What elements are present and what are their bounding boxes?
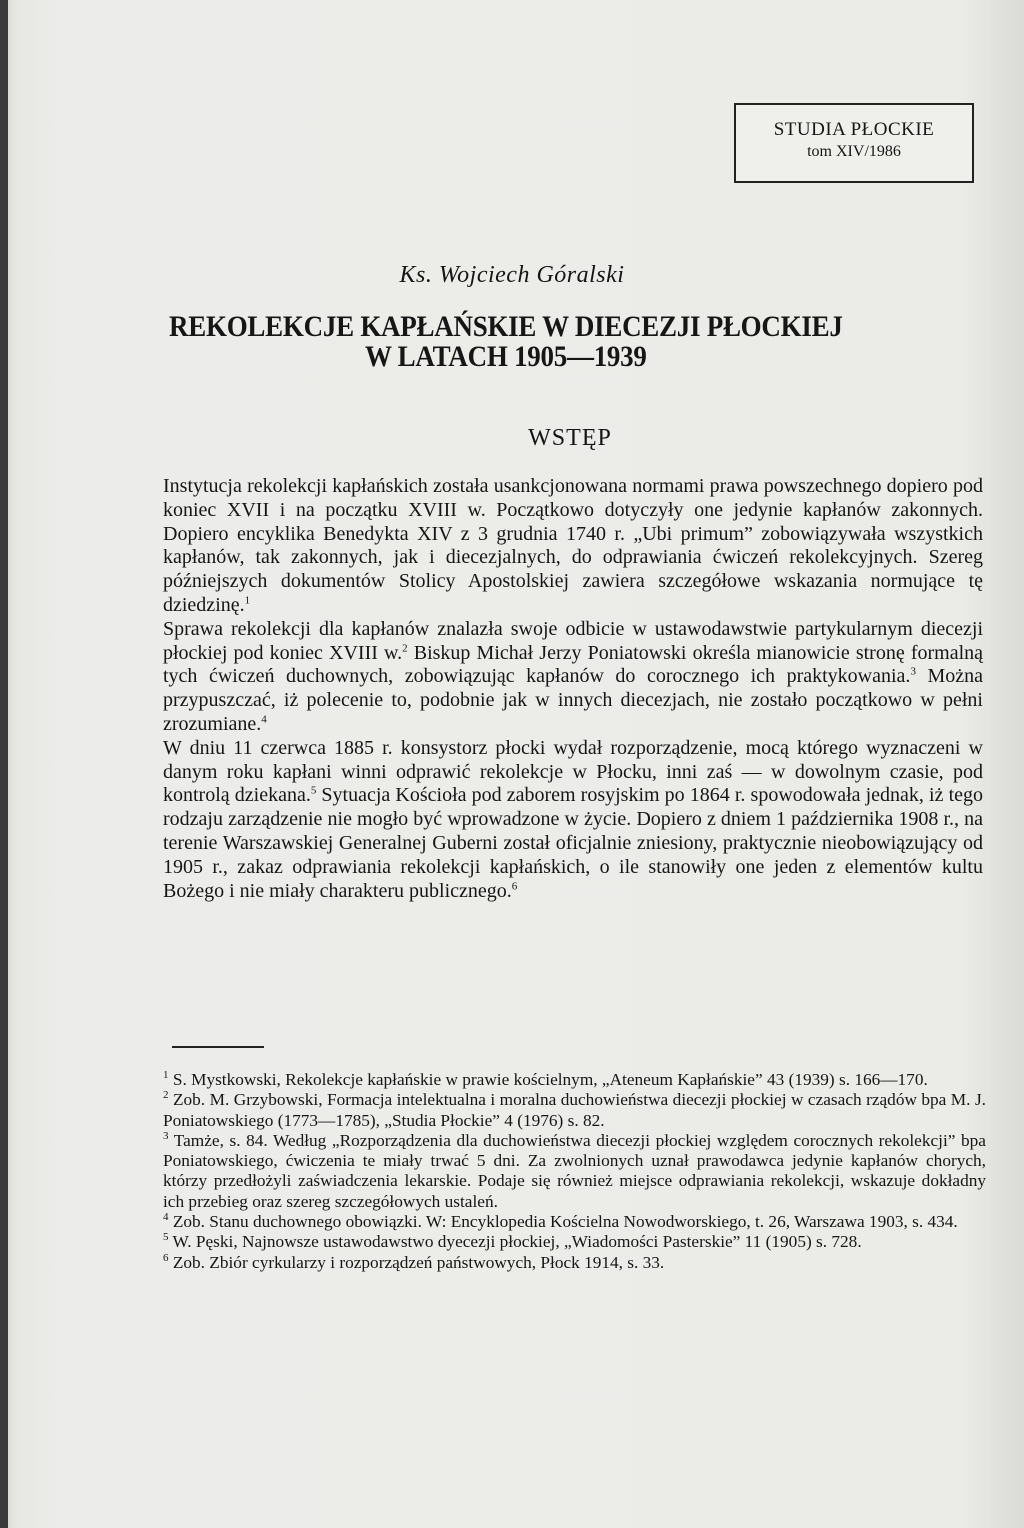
footnote-number: 1 (163, 1069, 169, 1082)
journal-name: STUDIA PŁOCKIE (773, 119, 935, 140)
article-title-line-2: W LATACH 1905—1939 (364, 340, 647, 373)
paragraph-text: W dniu 11 czerwca 1885 r. konsystorz płocki wydał rozporządzenie, mocą którego wyznaczeni w danym roku kapłani winni odprawić rekolekcje w Płocku, inni zaś — w dowolnym czasie, pod kontrolą dziekana. (163, 736, 983, 807)
footnote-ref: 4 (261, 713, 267, 726)
article-author: Ks. Wojciech Góralski (399, 262, 625, 288)
footnote-number: 5 (163, 1231, 169, 1244)
body-paragraph (163, 475, 983, 618)
article-title (0, 312, 1012, 372)
footnote-text: Zob. Stanu duchownego obowiązki. W: Encyklopedia Kościelna Nowodworskiego, t. 26, Warszawa 1903, s. 434. (172, 1212, 958, 1232)
footnote-text: W. Pęski, Najnowsze ustawodawstwo dyecezji płockiej, „Wiadomości Pasterskie” 11 (1905) s. 728. (172, 1232, 862, 1252)
footnote-ref: 3 (910, 665, 916, 678)
body-paragraph (163, 737, 983, 904)
paragraph-text: Instytucja rekolekcji kapłańskich została usankcjonowana normami prawa powszechnego dopiero pod koniec XVII i na początku XVIII w. Początkowo dotyczyły one jedynie kapłanów zakonnych. Dopiero encyklika Benedykta XIV z 3 grudnia 1740 r. „Ubi primum” zobowiązywała wszystkich kapłanów, tak zakonnych, jak i diecezjalnych, do odprawiania ćwiczeń rekolekcyjnych. Szereg późniejszych dokumentów Stolicy Apostolskiej zawiera szczegółowe wskazania normujące tę dziedzinę. (163, 475, 983, 616)
binding-edge (0, 0, 8, 1528)
paragraph-text: Biskup Michał Jerzy Poniatowski określa mianowicie stronę formalną tych ćwiczeń duchownych, zobowiązując kapłanów do corocznego ich praktykowania. (163, 641, 984, 688)
footnote (163, 1070, 986, 1090)
footnote-text: Tamże, s. 84. Według „Rozporządzenia dla duchowieństwa diecezji płockiej względem corocznych rekolekcji” bpa Poniatowskiego, ćwiczenia te miały trwać 5 dni. Za zwolnionych uznał prawodawca jedynie kapłanów chorych, którzy przedłożyli zaświadczenia lekarskie. Podaje się również miejsce odprawiania rekolekcji, wskazuje dokładny ich przebieg oraz szereg szczegółowych ustaleń. (163, 1130, 986, 1211)
footnote-ref: 6 (511, 879, 518, 892)
footnote-ref: 1 (244, 594, 251, 607)
footnotes (163, 1070, 986, 1273)
footnote (163, 1131, 986, 1212)
footnote-ref: 5 (310, 784, 317, 797)
footnote-number: 3 (163, 1130, 169, 1143)
footnote-number: 4 (163, 1211, 169, 1224)
footnote-ref: 2 (402, 641, 408, 654)
journal-volume: tom XIV/1986 (807, 143, 901, 160)
footnote (163, 1212, 986, 1232)
show-through-texture (140, 40, 142, 42)
paragraph-text: Sprawa rekolekcji dla kapłanów znalazła swoje odbicie w ustawodawstwie partykularnym diecezji płockiej pod koniec XVIII w. (163, 617, 983, 664)
article-body (163, 475, 983, 903)
paragraph-text: Można przypuszczać, iż polecenie to, podobnie jak w innych diecezjach, nie zostało początkowo w pełni zrozumiane. (163, 665, 983, 735)
footnote (163, 1253, 986, 1273)
footnote (163, 1090, 986, 1131)
paragraph-text: Sytuacja Kościoła pod zaborem rosyjskim po 1864 r. spowodowała jednak, iż tego rodzaju zarządzenie nie mogło być wprowadzone w życie. Dopiero z dniem 1 października 1908 r., na terenie Warszawskiej Generalnej Guberni został oficjalnie zniesiony, praktycznie nieobowiązujący od 1905 r., zakaz odprawiania rekolekcji kapłańskich, o ile stanowiły one jeden z elementów kultu Bożego i nie miały charakteru publicznego. (163, 784, 984, 902)
footnote (163, 1232, 986, 1252)
footnote-number: 2 (163, 1089, 169, 1102)
footnote-text: Zob. M. Grzybowski, Formacja intelektualna i moralna duchowieństwa diecezji płockiej w czasach rządów bpa M. J. Poniatowskiego (1773—1785), „Studia Płockie” 4 (1976) s. 82. (163, 1090, 986, 1130)
footnote-number: 6 (163, 1251, 169, 1264)
footnote-text: S. Mystkowski, Rekolekcje kapłańskie w prawie kościelnym, „Ateneum Kapłańskie” 43 (1939) s. 166—170. (172, 1070, 928, 1089)
body-paragraph (163, 618, 983, 737)
footnote-separator (172, 1046, 264, 1048)
footnote-text: Zob. Zbiór cyrkularzy i rozporządzeń państwowych, Płock 1914, s. 33. (172, 1252, 665, 1272)
journal-stamp-box (734, 103, 974, 183)
article-title-line-1: REKOLEKCJE KAPŁAŃSKIE W DIECEZJI PŁOCKIEJ (169, 310, 843, 343)
section-heading: WSTĘP (528, 425, 612, 451)
